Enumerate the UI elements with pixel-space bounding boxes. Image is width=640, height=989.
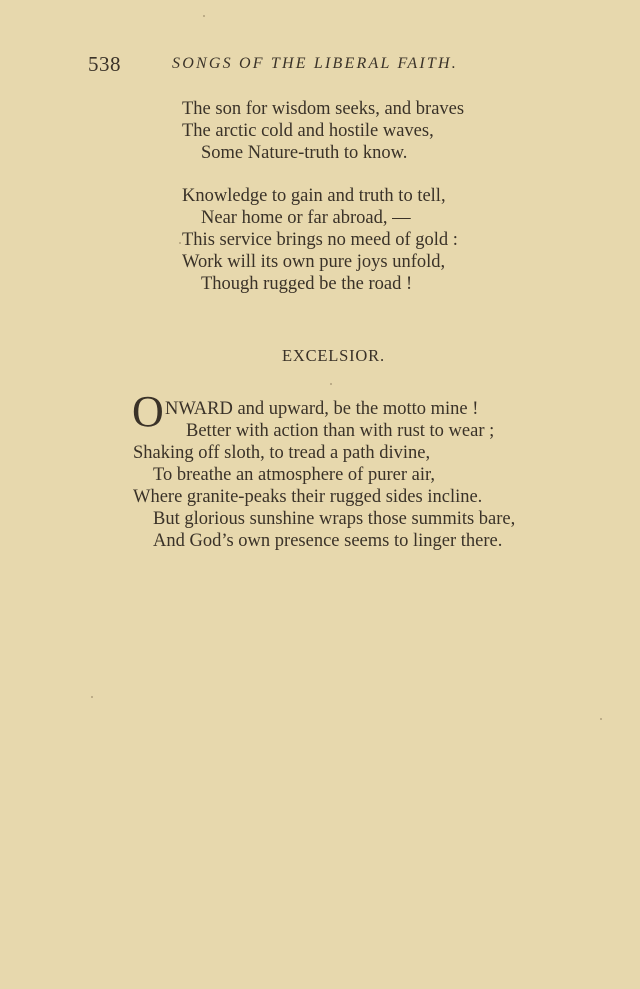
paper-speck — [203, 15, 205, 17]
poem-line: Knowledge to gain and truth to tell, — [182, 186, 446, 206]
paper-speck — [600, 718, 602, 720]
poem-line: To breathe an atmosphere of purer air, — [153, 465, 436, 485]
page-header — [88, 52, 508, 80]
poem-line: Though rugged be the road ! — [201, 274, 413, 294]
poem-line: Some Nature-truth to know. — [201, 143, 408, 163]
page-number: 538 — [88, 52, 121, 76]
running-title: SONGS OF THE LIBERAL FAITH. — [172, 55, 458, 72]
paper-speck — [330, 383, 332, 385]
poem-line: The arctic cold and hostile waves, — [182, 121, 434, 141]
poem-line: The son for wisdom seeks, and braves — [182, 99, 465, 119]
poem-line: Better with action than with rust to wear ; — [186, 421, 495, 441]
paper-speck — [91, 696, 93, 698]
poem-line: But glorious sunshine wraps those summits bare, — [153, 509, 516, 529]
poem-line: This service brings no meed of gold : — [182, 230, 458, 250]
poem-line: Near home or far abroad, — — [201, 208, 411, 228]
drop-cap: O — [132, 387, 164, 436]
poem-line: Where granite-peaks their rugged sides incline. — [133, 487, 483, 507]
poem-title: EXCELSIOR. — [282, 346, 385, 365]
paper-speck — [179, 242, 181, 244]
poem-line: Work will its own pure joys unfold, — [182, 252, 446, 272]
poem-line: And God’s own presence seems to linger there. — [153, 531, 503, 551]
poem-line: Shaking off sloth, to tread a path divine, — [133, 443, 431, 463]
poem-line: NWARD and upward, be the motto mine ! — [165, 399, 479, 419]
